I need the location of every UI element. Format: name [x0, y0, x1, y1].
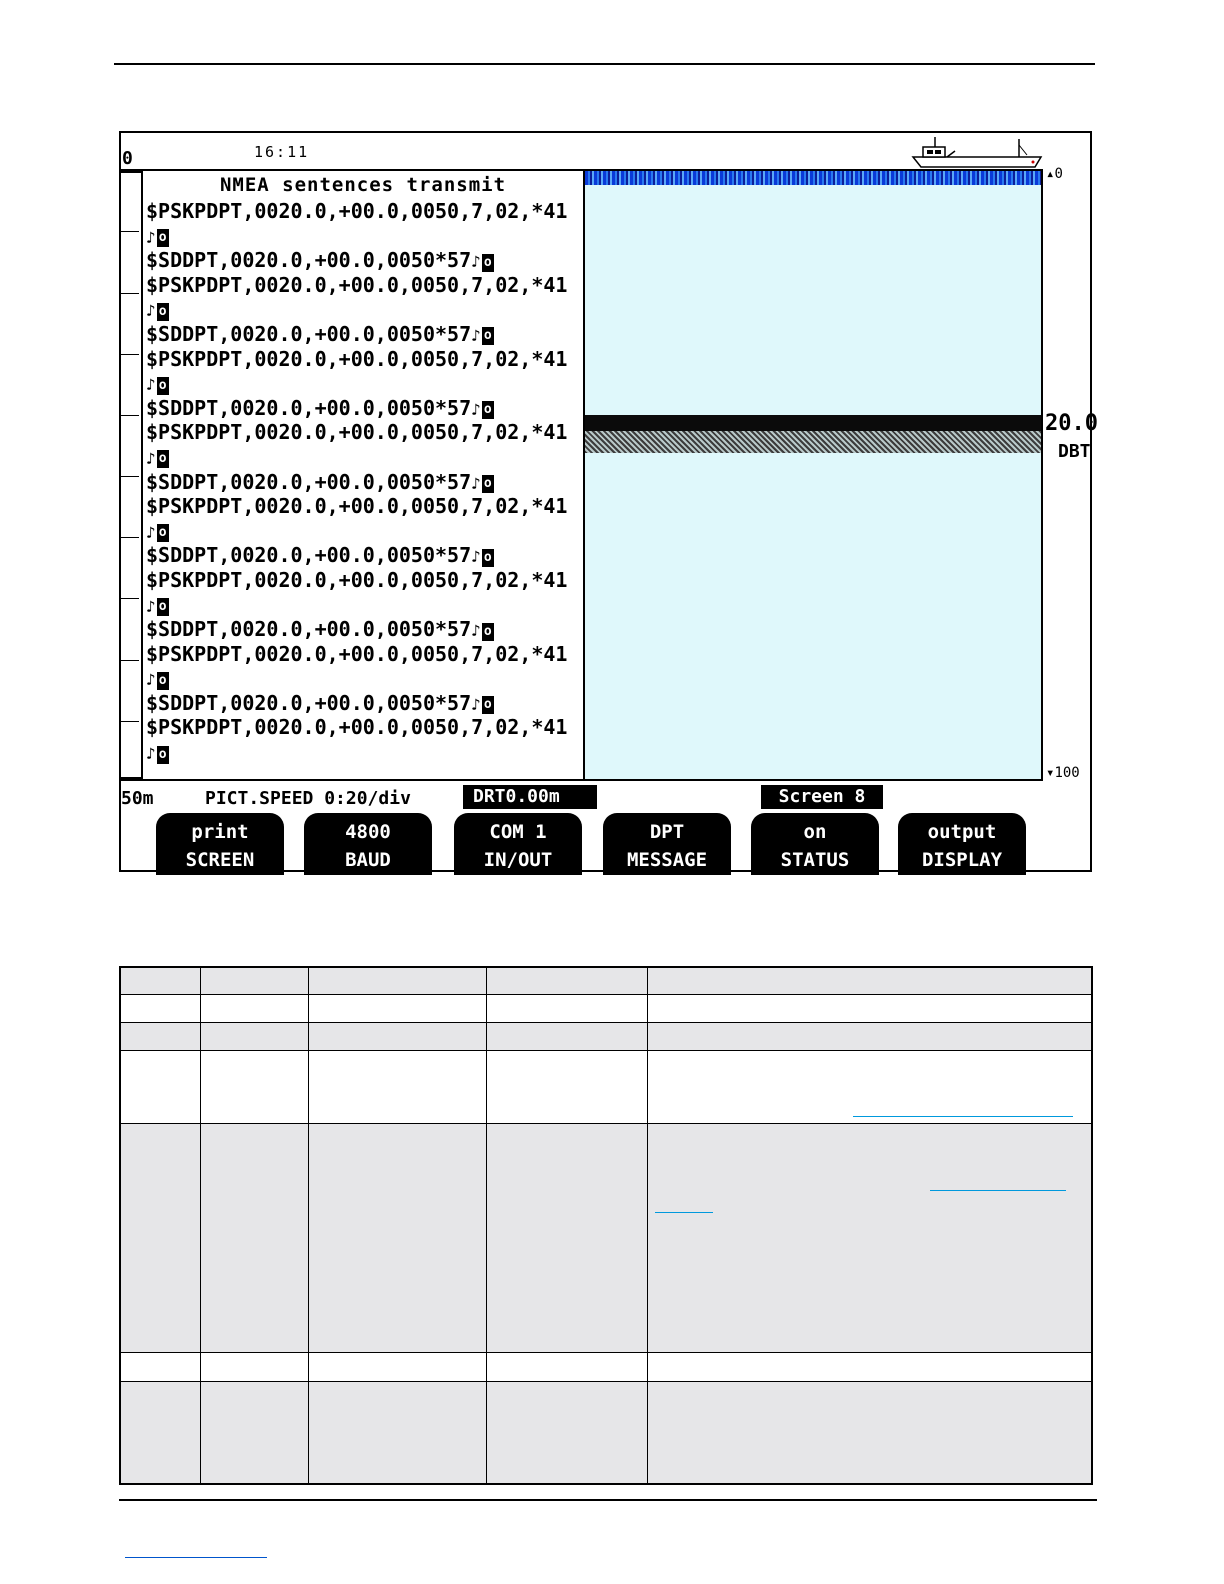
output-display-button[interactable]: output DISPLAY	[898, 813, 1026, 875]
parameter-table	[119, 966, 1093, 1485]
nmea-line: $PSKPDPT,0020.0,+00.0,0050,7,02,*41	[146, 715, 568, 740]
echosounder-screen	[119, 131, 1098, 872]
eol-icon: ♪ o	[471, 324, 494, 349]
eol-icon: ♪ o	[146, 668, 169, 693]
cross-reference-link[interactable]	[930, 1190, 1066, 1191]
eol-icon: ♪ o	[471, 250, 494, 275]
cross-reference-link[interactable]	[853, 1116, 1073, 1117]
nmea-line: $PSKPDPT,0020.0,+00.0,0050,7,02,*41	[146, 199, 568, 223]
eol-icon: ♪ o	[471, 472, 494, 497]
ship-icon	[911, 135, 1051, 171]
table-row	[120, 1352, 1092, 1381]
eol-icon: ♪ o	[471, 619, 494, 644]
nmea-line: $SDDPT,0020.0,+00.0,0050*57♪ o	[146, 322, 567, 347]
surface-echo	[585, 171, 1041, 185]
footer-link[interactable]	[125, 1557, 267, 1558]
nmea-line	[146, 666, 567, 691]
nmea-line: $SDDPT,0020.0,+00.0,0050*57♪ o	[146, 691, 567, 716]
table-row	[120, 1022, 1092, 1050]
dpt-message-button[interactable]: DPT MESSAGE	[603, 813, 731, 875]
nmea-sentence-list	[146, 199, 567, 765]
nmea-line: $SDDPT,0020.0,+00.0,0050*57♪ o	[146, 617, 567, 642]
footer-rule	[119, 1499, 1097, 1501]
eol-icon: ♪ o	[146, 521, 169, 546]
seabed-texture	[585, 431, 1041, 453]
seabed-echo	[585, 415, 1041, 431]
nmea-line	[146, 740, 567, 765]
eol-icon: ♪ o	[146, 299, 169, 324]
eol-icon: ♪ o	[471, 545, 494, 570]
nmea-line: $PSKPDPT,0020.0,+00.0,0050,7,02,*41	[146, 346, 568, 371]
eol-icon: ♪ o	[146, 742, 169, 767]
status-toggle-button[interactable]: on STATUS	[751, 813, 879, 875]
table-row	[120, 967, 1092, 994]
scale-tick	[121, 476, 139, 477]
nmea-line	[146, 593, 567, 618]
echogram	[585, 169, 1043, 781]
nmea-line: $SDDPT,0020.0,+00.0,0050*57♪ o	[146, 543, 567, 568]
scale-tick	[121, 415, 139, 416]
table-row	[120, 1050, 1092, 1123]
left-scale-top: 0	[122, 148, 133, 169]
nmea-line	[146, 519, 567, 544]
nmea-line	[146, 224, 567, 249]
picture-speed: PICT.SPEED 0:20/div	[205, 788, 411, 809]
scale-tick	[121, 598, 139, 599]
print-screen-button[interactable]: print SCREEN	[156, 813, 284, 875]
screen-number: Screen 8	[761, 785, 883, 809]
depth-readout: 20.0	[1045, 411, 1098, 436]
nmea-line	[146, 445, 567, 470]
eol-icon: ♪ o	[146, 447, 169, 472]
nmea-line: $SDDPT,0020.0,+00.0,0050*57♪ o	[146, 396, 567, 421]
scale-tick	[121, 293, 139, 294]
nmea-output-panel	[141, 169, 585, 781]
draft-value: DRT0.00m	[463, 785, 597, 809]
nmea-line	[146, 371, 567, 396]
depth-unit: DBT	[1058, 441, 1091, 462]
eol-icon: ♪ o	[146, 226, 169, 251]
table-row	[120, 1123, 1092, 1352]
header-rule	[114, 63, 1095, 65]
eol-icon: ♪ o	[146, 373, 169, 398]
table-row	[120, 994, 1092, 1022]
nmea-line: $PSKPDPT,0020.0,+00.0,0050,7,02,*41	[146, 494, 568, 519]
cross-reference-link[interactable]	[655, 1212, 713, 1213]
nmea-line: $SDDPT,0020.0,+00.0,0050*57♪ o	[146, 470, 567, 495]
nmea-line: $PSKPDPT,0020.0,+00.0,0050,7,02,*41	[146, 420, 568, 445]
nmea-line	[146, 297, 567, 322]
depth-scale-bottom: ▾100	[1046, 765, 1080, 781]
nmea-line: $PSKPDPT,0020.0,+00.0,0050,7,02,*41	[146, 272, 568, 297]
scale-tick	[121, 660, 139, 661]
panel-title: NMEA sentences transmit	[219, 174, 507, 196]
baud-button[interactable]: 4800 BAUD	[304, 813, 432, 875]
scale-tick	[121, 354, 139, 355]
table-row	[120, 1381, 1092, 1484]
eol-icon: ♪ o	[471, 693, 494, 718]
scale-marker-top	[121, 169, 141, 173]
scale-tick	[121, 537, 139, 538]
eol-icon: ♪ o	[471, 398, 494, 423]
depth-scale-top: ▴0	[1046, 166, 1063, 182]
range-label: 50m	[121, 788, 154, 809]
nmea-line: $PSKPDPT,0020.0,+00.0,0050,7,02,*41	[146, 641, 568, 666]
eol-icon: ♪ o	[146, 595, 169, 620]
com-port-button[interactable]: COM 1 IN/OUT	[454, 813, 582, 875]
clock-time: 16:11	[254, 143, 310, 161]
scale-tick	[121, 231, 139, 232]
scale-tick	[121, 721, 139, 722]
nmea-line: $PSKPDPT,0020.0,+00.0,0050,7,02,*41	[146, 567, 568, 592]
nmea-line: $SDDPT,0020.0,+00.0,0050*57♪ o	[146, 248, 567, 273]
